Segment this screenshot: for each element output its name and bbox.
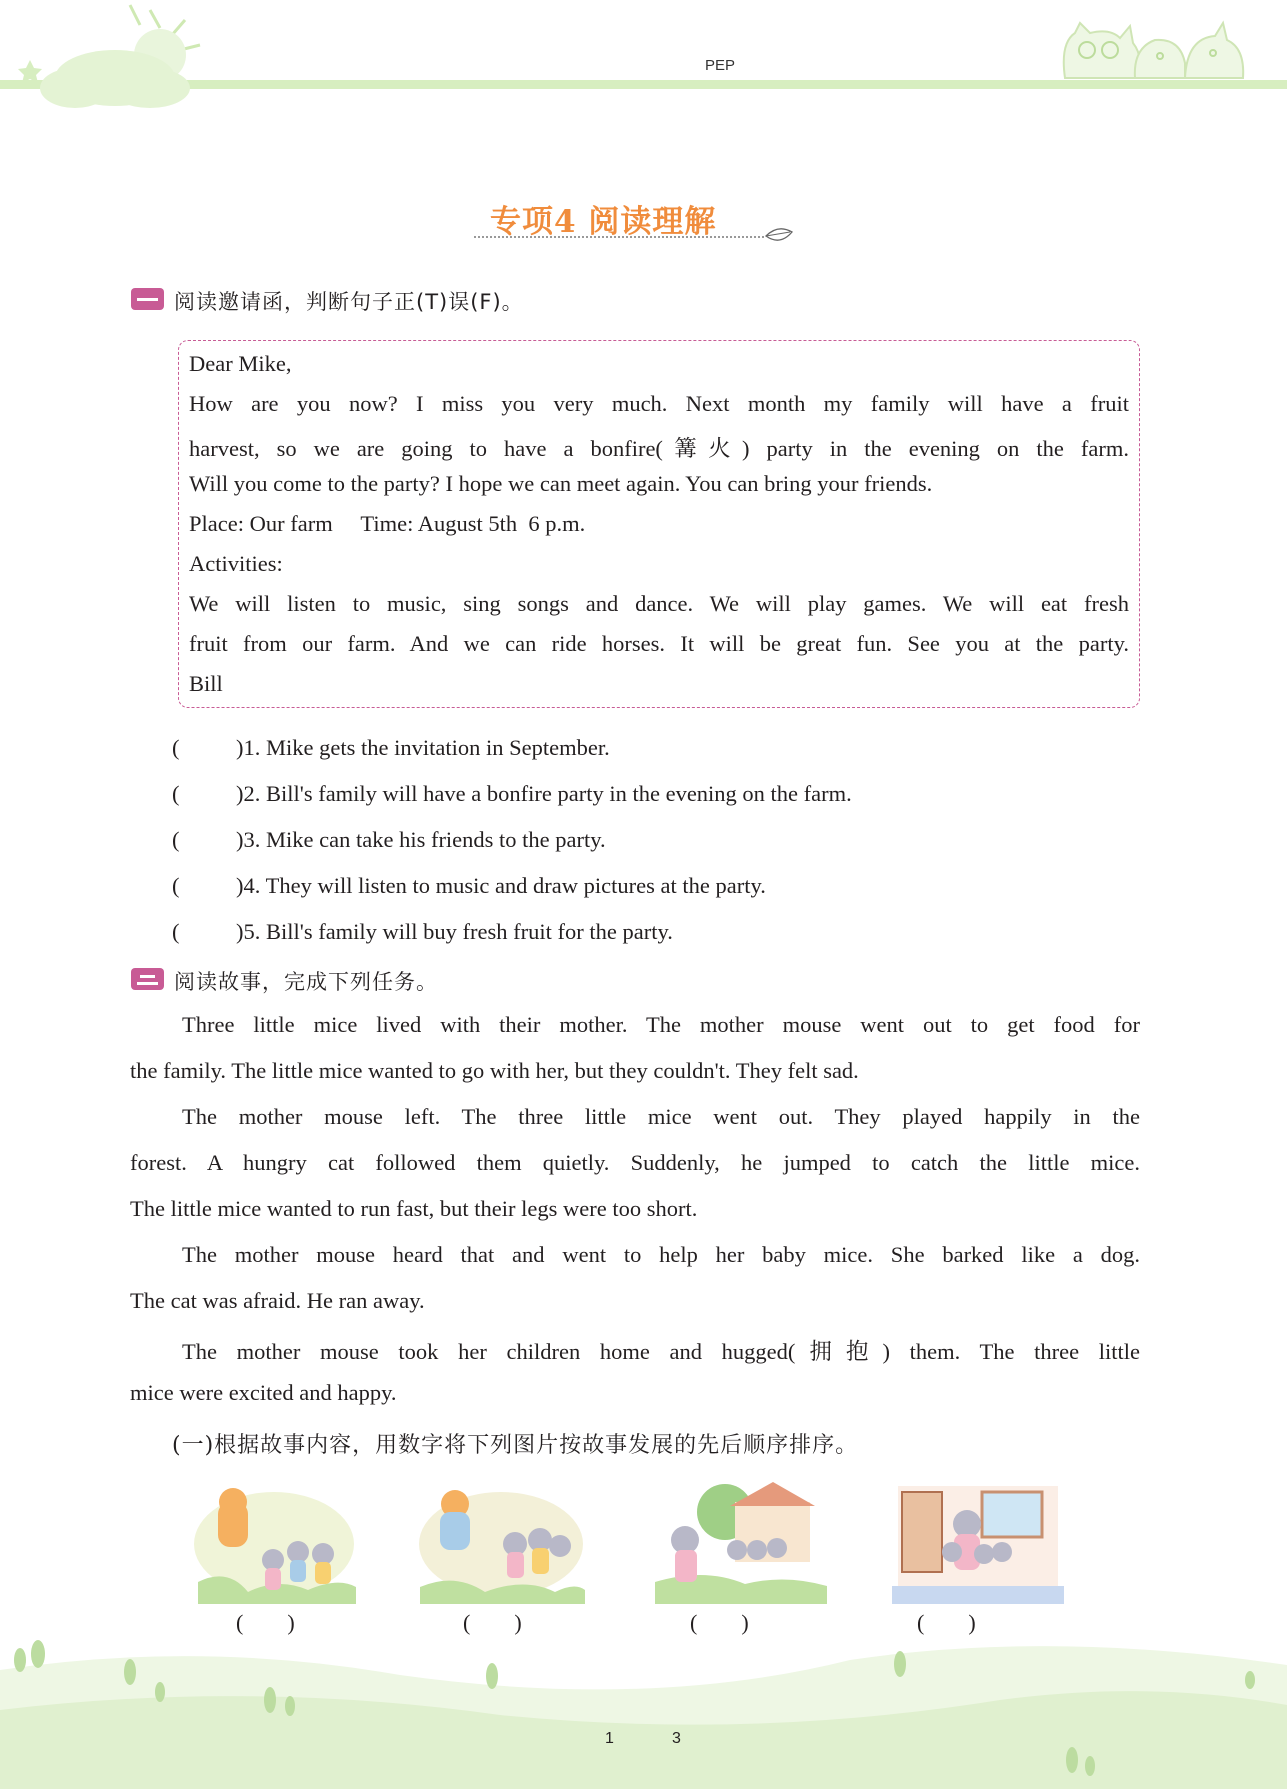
answer-blank[interactable]: ( ) <box>236 1610 295 1635</box>
story-line: The mother mouse took her children home and hugged(拥抱) them. The three little <box>182 1339 1140 1364</box>
story-line: the family. The little mice wanted to go with her, but they couldn't. They felt sad. <box>130 1058 859 1083</box>
page-title: 专项4 阅读理解 <box>490 204 717 240</box>
question-row: ( )3. Mike can take his friends to the party. <box>172 827 606 852</box>
question-row: ( )4. They will listen to music and draw pictures at the party. <box>172 873 766 898</box>
story-line: The cat was afraid. He ran away. <box>130 1288 425 1313</box>
question-row: ( )2. Bill's family will have a bonfire party in the evening on the farm. <box>172 781 852 806</box>
answer-blank[interactable]: ( <box>172 781 180 806</box>
letter-greeting: Dear Mike, <box>189 351 292 376</box>
answer-blank[interactable]: ( <box>172 735 180 760</box>
story-picture-1 <box>188 1482 360 1604</box>
section1-heading-text: 阅读邀请函，判断句子正(T)误(F)。 <box>174 290 524 314</box>
question-text: 4. They will listen to music and draw pictures at the party. <box>243 873 766 898</box>
section2-heading-text: 阅读故事，完成下列任务。 <box>174 970 438 994</box>
story-picture-4 <box>892 1482 1064 1604</box>
story-line: The mother mouse left. The three little mice went out. They played happily in the <box>182 1104 1140 1129</box>
letter-line: Will you come to the party? I hope we can meet again. You can bring your friends. <box>189 471 933 496</box>
answer-blank[interactable]: ( <box>172 827 180 852</box>
letter-signature: Bill <box>189 671 223 696</box>
question-text: 5. Bill's family will buy fresh fruit for the party. <box>243 919 673 944</box>
answer-blank[interactable]: ( ) <box>690 1610 749 1635</box>
question-text: 1. Mike gets the invitation in September. <box>243 735 610 760</box>
story-line: forest. A hungry cat followed them quietly. Suddenly, he jumped to catch the little mice. <box>130 1150 1140 1175</box>
letter-line: How are you now? I miss you very much. Next month my family will have a fruit <box>189 391 1129 416</box>
animals-decoration <box>1055 18 1255 83</box>
cloud-sun-decoration <box>0 0 220 115</box>
story-line: The little mice wanted to run fast, but their legs were too short. <box>130 1196 698 1221</box>
letter-activities-label: Activities: <box>189 551 283 576</box>
question-text: 2. Bill's family will have a bonfire party in the evening on the farm. <box>243 781 852 806</box>
question-row: ( )1. Mike gets the invitation in September. <box>172 735 610 760</box>
letter-activities-line: fruit from our farm. And we can ride horses. It will be great fun. See you at the party. <box>189 631 1129 656</box>
header-label: PEP <box>704 57 735 74</box>
section-number-two-icon <box>131 968 164 990</box>
answer-blank[interactable]: ( <box>172 873 180 898</box>
invitation-letter <box>178 340 1140 708</box>
page-number: 3 <box>672 1730 681 1747</box>
letter-activities-line: We will listen to music, sing songs and dance. We will play games. We will eat fresh <box>189 591 1129 616</box>
title-underline <box>474 236 764 238</box>
story-picture-3 <box>655 1482 827 1604</box>
answer-blank[interactable]: ( ) <box>463 1610 522 1635</box>
question-text: 3. Mike can take his friends to the party. <box>243 827 606 852</box>
leaf-icon <box>764 224 794 246</box>
answer-blank[interactable]: ( ) <box>917 1610 976 1635</box>
story-line: The mother mouse heard that and went to help her baby mice. She barked like a dog. <box>182 1242 1140 1267</box>
letter-line: harvest, so we are going to have a bonfire(篝火) party in the evening on the farm. <box>189 436 1129 461</box>
letter-place-time: Place: Our farm Time: August 5th 6 p.m. <box>189 511 586 536</box>
question-row: ( )5. Bill's family will buy fresh fruit for the party. <box>172 919 673 944</box>
page-number: 1 <box>605 1730 614 1747</box>
footer-landscape <box>0 1630 1287 1789</box>
section-number-one-icon <box>131 288 164 310</box>
story-picture-2 <box>415 1482 587 1604</box>
answer-blank[interactable]: ( <box>172 919 180 944</box>
subtask-instruction: (一)根据故事内容，用数字将下列图片按故事发展的先后顺序排序。 <box>172 1433 859 1458</box>
story-line: Three little mice lived with their mother. The mother mouse went out to get food for <box>182 1012 1140 1037</box>
story-line: mice were excited and happy. <box>130 1380 397 1405</box>
